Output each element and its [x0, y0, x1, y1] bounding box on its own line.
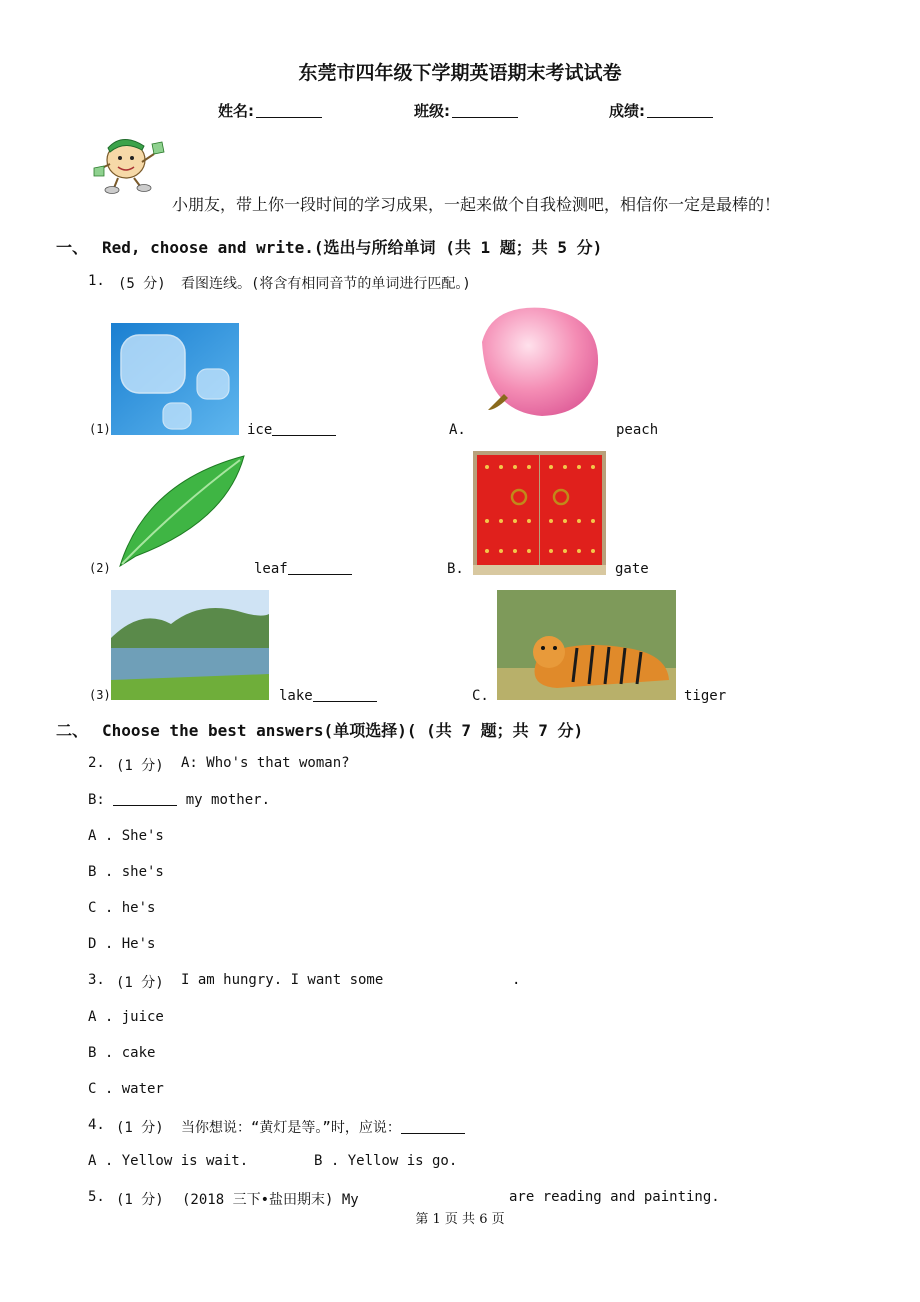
q1-option-b-word: gate	[615, 561, 649, 577]
q2-line2-prefix: B:	[88, 792, 105, 808]
q2-option-c[interactable]: C . he's	[88, 900, 156, 916]
q4-text-content: 当你想说：“黄灯是等。”时，应说：	[181, 1120, 401, 1136]
score-blank	[647, 103, 713, 118]
q1-option-a-word: peach	[616, 422, 659, 438]
q3-score: (1 分)	[116, 975, 164, 991]
score-field	[609, 100, 713, 121]
q1-item-2-label: (2)	[89, 561, 111, 575]
peach-picture	[472, 302, 604, 420]
gate-picture	[473, 451, 606, 575]
q4-number: 4.	[88, 1117, 105, 1133]
q1-number: 1.	[88, 273, 105, 289]
q1-item-1-label: (1)	[89, 422, 111, 436]
q2-option-b[interactable]: B . she's	[88, 864, 164, 880]
q2-line2	[88, 792, 270, 808]
q2-answer-blank[interactable]	[113, 805, 177, 806]
q1-item-3	[279, 688, 377, 704]
q1-item-2	[254, 561, 352, 577]
q2-score: (1 分)	[116, 758, 164, 774]
page-title: 东莞市四年级下学期英语期末考试试卷	[298, 62, 622, 84]
q2-option-a[interactable]: A . She's	[88, 828, 164, 844]
mascot-illustration	[92, 130, 172, 196]
section-2-heading: Choose the best answers(单项选择)( (共 7 题；共 7 分)	[102, 721, 584, 740]
q3-text: I am hungry. I want some	[181, 972, 384, 988]
q2-line2-suffix: my mother.	[185, 792, 271, 808]
q3-option-a[interactable]: A . juice	[88, 1009, 164, 1025]
q2-option-d[interactable]: D . He's	[88, 936, 156, 952]
q1-item-1-word: ice	[247, 422, 273, 438]
intro-text: 小朋友，带上你一段时间的学习成果，一起来做个自我检测吧，相信你一定是最棒的！	[172, 195, 781, 214]
q1-item-2-word: leaf	[254, 561, 288, 577]
score-label: 成绩:	[609, 102, 645, 120]
q1-option-c-label: C.	[472, 688, 489, 704]
name-blank	[256, 103, 322, 118]
q5-number: 5.	[88, 1189, 105, 1205]
class-label: 班级:	[414, 102, 450, 120]
section-1-number: 一、	[56, 238, 89, 257]
q4-answer-blank[interactable]	[401, 1133, 465, 1134]
q3-option-c[interactable]: C . water	[88, 1081, 164, 1097]
q2-text: A: Who's that woman?	[181, 755, 350, 771]
q1-item-2-blank[interactable]	[288, 574, 352, 575]
q1-item-3-word: lake	[279, 688, 313, 704]
section-2-number: 二、	[56, 721, 89, 740]
q1-item-1-blank[interactable]	[272, 435, 336, 436]
q3-option-b[interactable]: B . cake	[88, 1045, 156, 1061]
class-field	[414, 100, 518, 121]
q3-end: .	[512, 972, 521, 988]
lake-picture	[111, 590, 269, 700]
q5-source: (2018 三下•盐田期末) My	[182, 1192, 359, 1208]
q1-item-3-label: (3)	[89, 688, 111, 702]
name-label: 姓名:	[218, 102, 254, 120]
q3-number: 3.	[88, 972, 105, 988]
q2-number: 2.	[88, 755, 105, 771]
tiger-picture	[497, 590, 676, 700]
name-field	[218, 100, 322, 121]
q4-option-b[interactable]: B . Yellow is go.	[314, 1153, 458, 1169]
q4-option-a[interactable]: A . Yellow is wait.	[88, 1153, 249, 1169]
q1-option-b-label: B.	[447, 561, 464, 577]
class-blank	[452, 103, 518, 118]
q5-rest: are reading and painting.	[509, 1189, 720, 1205]
q4-text	[181, 1117, 465, 1137]
page-footer: 第 1 页 共 6 页	[415, 1212, 505, 1227]
leaf-picture	[116, 452, 246, 570]
q5-score: (1 分)	[116, 1192, 164, 1208]
q1-text: 看图连线。(将含有相同音节的单词进行匹配。)	[181, 276, 471, 292]
q1-item-3-blank[interactable]	[313, 701, 377, 702]
section-1-heading: Red, choose and write.(选出与所给单词 (共 1 题；共 5 分)	[102, 238, 603, 257]
q1-option-a-label: A.	[449, 422, 466, 438]
q1-option-c-word: tiger	[684, 688, 727, 704]
q1-item-1	[247, 422, 336, 438]
q1-score: (5 分)	[118, 276, 166, 292]
ice-picture	[111, 323, 239, 435]
q4-score: (1 分)	[116, 1120, 164, 1136]
